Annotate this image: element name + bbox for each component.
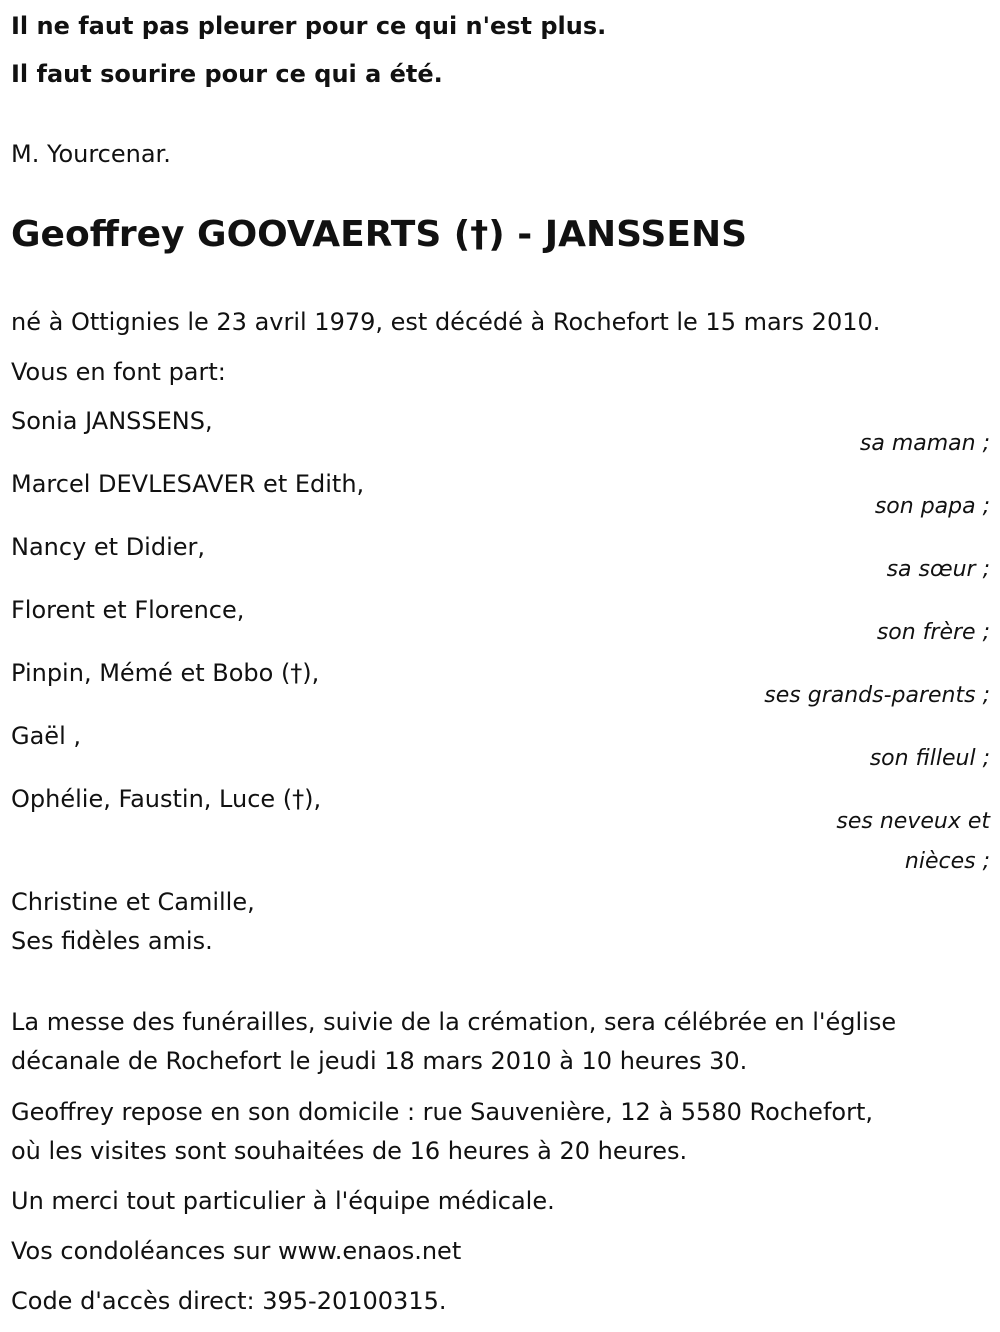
- thanks-line: Un merci tout particulier à l'équipe médicale.: [11, 1187, 555, 1215]
- family-role-2: son papa ;: [874, 494, 990, 519]
- quote-line-2: Il faut sourire pour ce qui a été.: [11, 60, 443, 88]
- family-role-1: sa maman ;: [859, 431, 990, 456]
- others-line-1: Christine et Camille,: [11, 888, 255, 916]
- announcement-intro: Vous en font part:: [11, 358, 226, 386]
- family-name-1: Sonia JANSSENS,: [11, 407, 213, 435]
- access-code-line: Code d'accès direct: 395-20100315.: [11, 1287, 447, 1315]
- family-name-2: Marcel DEVLESAVER et Edith,: [11, 470, 365, 498]
- quote-line-1: Il ne faut pas pleurer pour ce qui n'est plus.: [11, 12, 607, 40]
- family-role-4: son frère ;: [876, 620, 990, 645]
- family-role-7b: nièces ;: [904, 849, 990, 874]
- family-role-3: sa sœur ;: [886, 557, 990, 582]
- quote-author: M. Yourcenar.: [11, 140, 171, 168]
- family-role-6: son filleul ;: [869, 746, 990, 771]
- rest-line-1: Geoffrey repose en son domicile : rue Sauvenière, 12 à 5580 Rochefort,: [11, 1098, 873, 1126]
- rest-line-2: où les visites sont souhaitées de 16 heures à 20 heures.: [11, 1137, 688, 1165]
- deceased-name: Geoffrey GOOVAERTS (†) - JANSSENS: [11, 214, 747, 255]
- birth-death-info: né à Ottignies le 23 avril 1979, est décédé à Rochefort le 15 mars 2010.: [11, 308, 881, 336]
- family-name-3: Nancy et Didier,: [11, 533, 206, 561]
- family-name-6: Gaël ,: [11, 722, 81, 750]
- others-line-2: Ses fidèles amis.: [11, 927, 213, 955]
- condolences-line: Vos condoléances sur www.enaos.net: [11, 1237, 462, 1265]
- funeral-line-1: La messe des funérailles, suivie de la crémation, sera célébrée en l'église: [11, 1008, 897, 1036]
- family-name-5: Pinpin, Mémé et Bobo (†),: [11, 659, 320, 687]
- family-role-5: ses grands-parents ;: [764, 683, 990, 708]
- family-role-7a: ses neveux et: [836, 809, 990, 834]
- family-name-7: Ophélie, Faustin, Luce (†),: [11, 785, 322, 813]
- family-name-4: Florent et Florence,: [11, 596, 245, 624]
- funeral-line-2: décanale de Rochefort le jeudi 18 mars 2010 à 10 heures 30.: [11, 1047, 748, 1075]
